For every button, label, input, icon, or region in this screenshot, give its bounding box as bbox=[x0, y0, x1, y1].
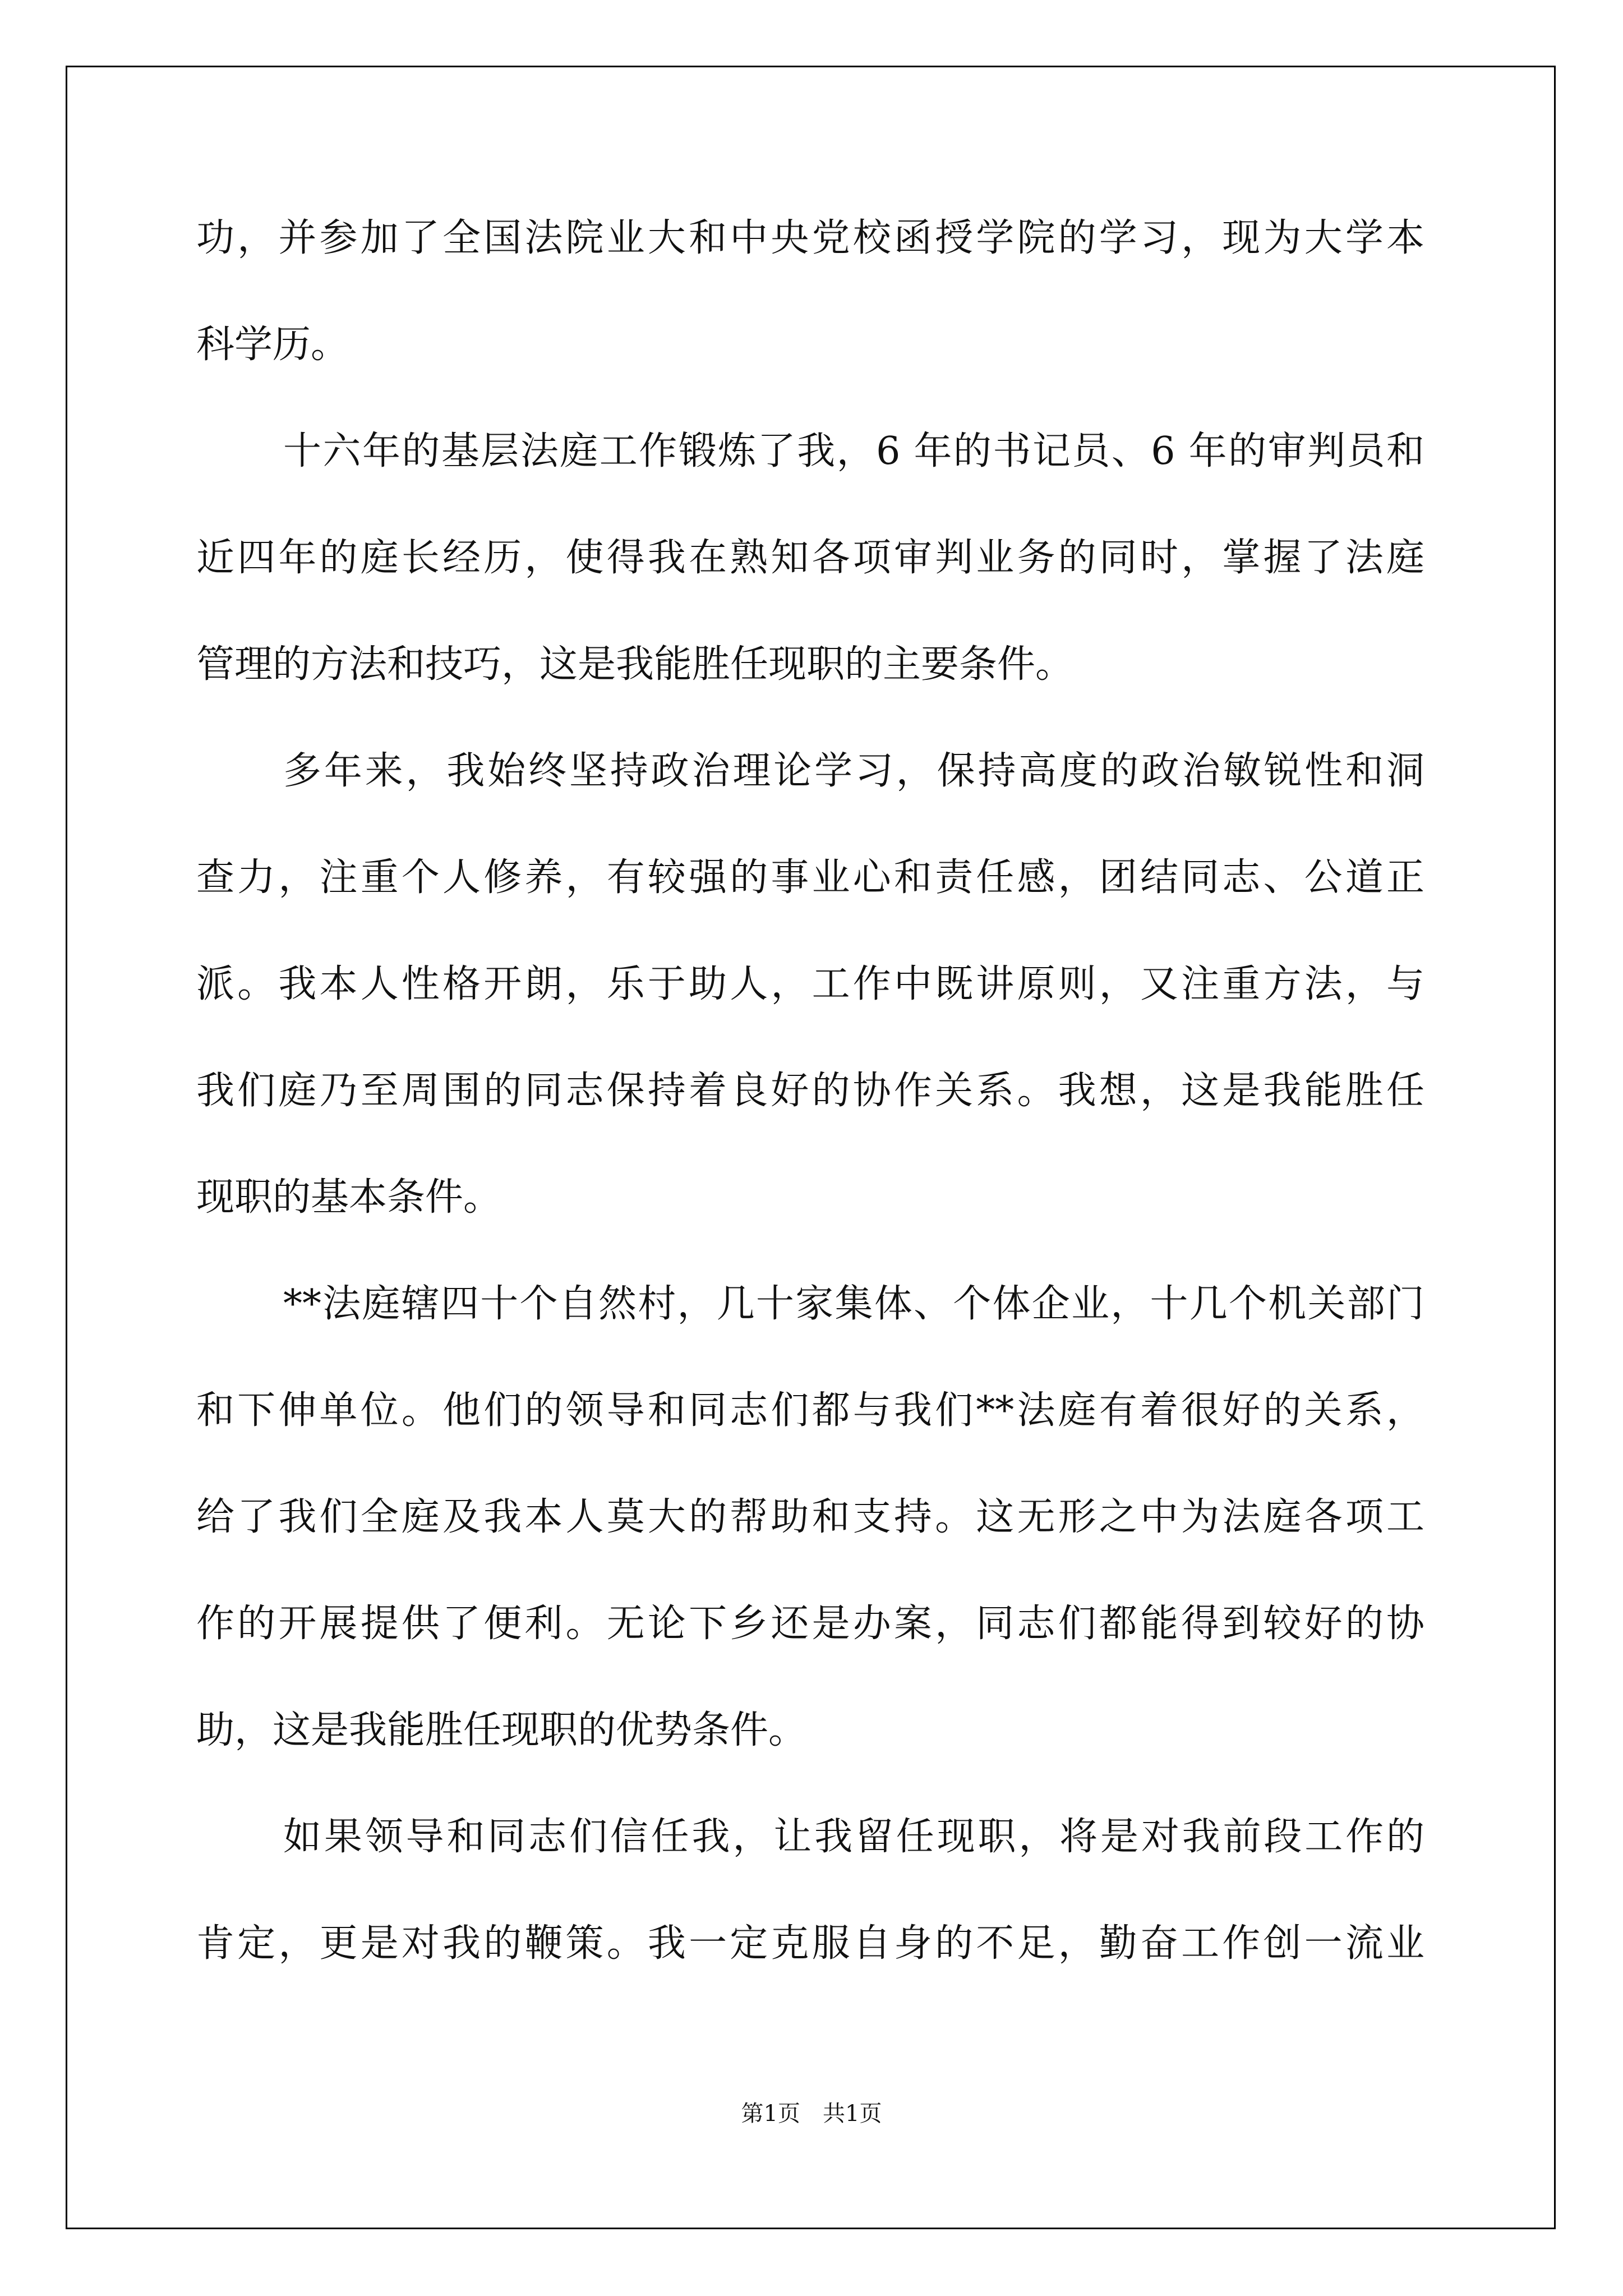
text-line: 给了我们全庭及我本人莫大的帮助和支持。这无形之中为法庭各项工 bbox=[196, 1495, 1424, 1539]
document-body bbox=[196, 210, 1424, 2022]
text-line: 和下伸单位。他们的领导和同志们都与我们**法庭有着很好的关系， bbox=[196, 1388, 1424, 1433]
text-line: 我们庭乃至周围的同志保持着良好的协作关系。我想，这是我能胜任 bbox=[196, 1069, 1424, 1113]
page-number: 第1页 bbox=[741, 2101, 800, 2127]
text-line: 现职的基本条件。 bbox=[196, 1175, 502, 1220]
text-line: 查力，注重个人修养，有较强的事业心和责任感，团结同志、公道正 bbox=[196, 855, 1424, 900]
text-line: 作的开展提供了便利。无论下乡还是办案，同志们都能得到较好的协 bbox=[196, 1602, 1424, 1646]
text-line: 管理的方法和技巧，这是我能胜任现职的主要条件。 bbox=[196, 642, 1074, 687]
paragraph-first-line: 多年来，我始终坚持政治理论学习，保持高度的政治敏锐性和洞 bbox=[283, 749, 1424, 793]
paragraph-first-line: 十六年的基层法庭工作锻炼了我，6 年的书记员、6 年的审判员和 bbox=[283, 429, 1424, 473]
paragraph-first-line: 如果领导和同志们信任我，让我留任现职，将是对我前段工作的 bbox=[283, 1815, 1424, 1859]
page-total: 共1页 bbox=[823, 2101, 882, 2127]
text-line: 助，这是我能胜任现职的优势条件。 bbox=[196, 1708, 807, 1752]
text-line: 派。我本人性格开朗，乐于助人，工作中既讲原则，又注重方法，与 bbox=[196, 962, 1424, 1006]
text-line: 功，并参加了全国法院业大和中央党校函授学院的学习，现为大学本 bbox=[196, 216, 1424, 260]
text-line: 近四年的庭长经历，使得我在熟知各项审判业务的同时，掌握了法庭 bbox=[196, 536, 1424, 580]
text-line: 科学历。 bbox=[196, 323, 349, 367]
paragraph-first-line: **法庭辖四十个自然村，几十家集体、个体企业，十几个机关部门 bbox=[283, 1282, 1424, 1326]
page-footer bbox=[0, 2100, 1623, 2128]
text-line: 肯定，更是对我的鞭策。我一定克服自身的不足，勤奋工作创一流业 bbox=[196, 1921, 1424, 1966]
